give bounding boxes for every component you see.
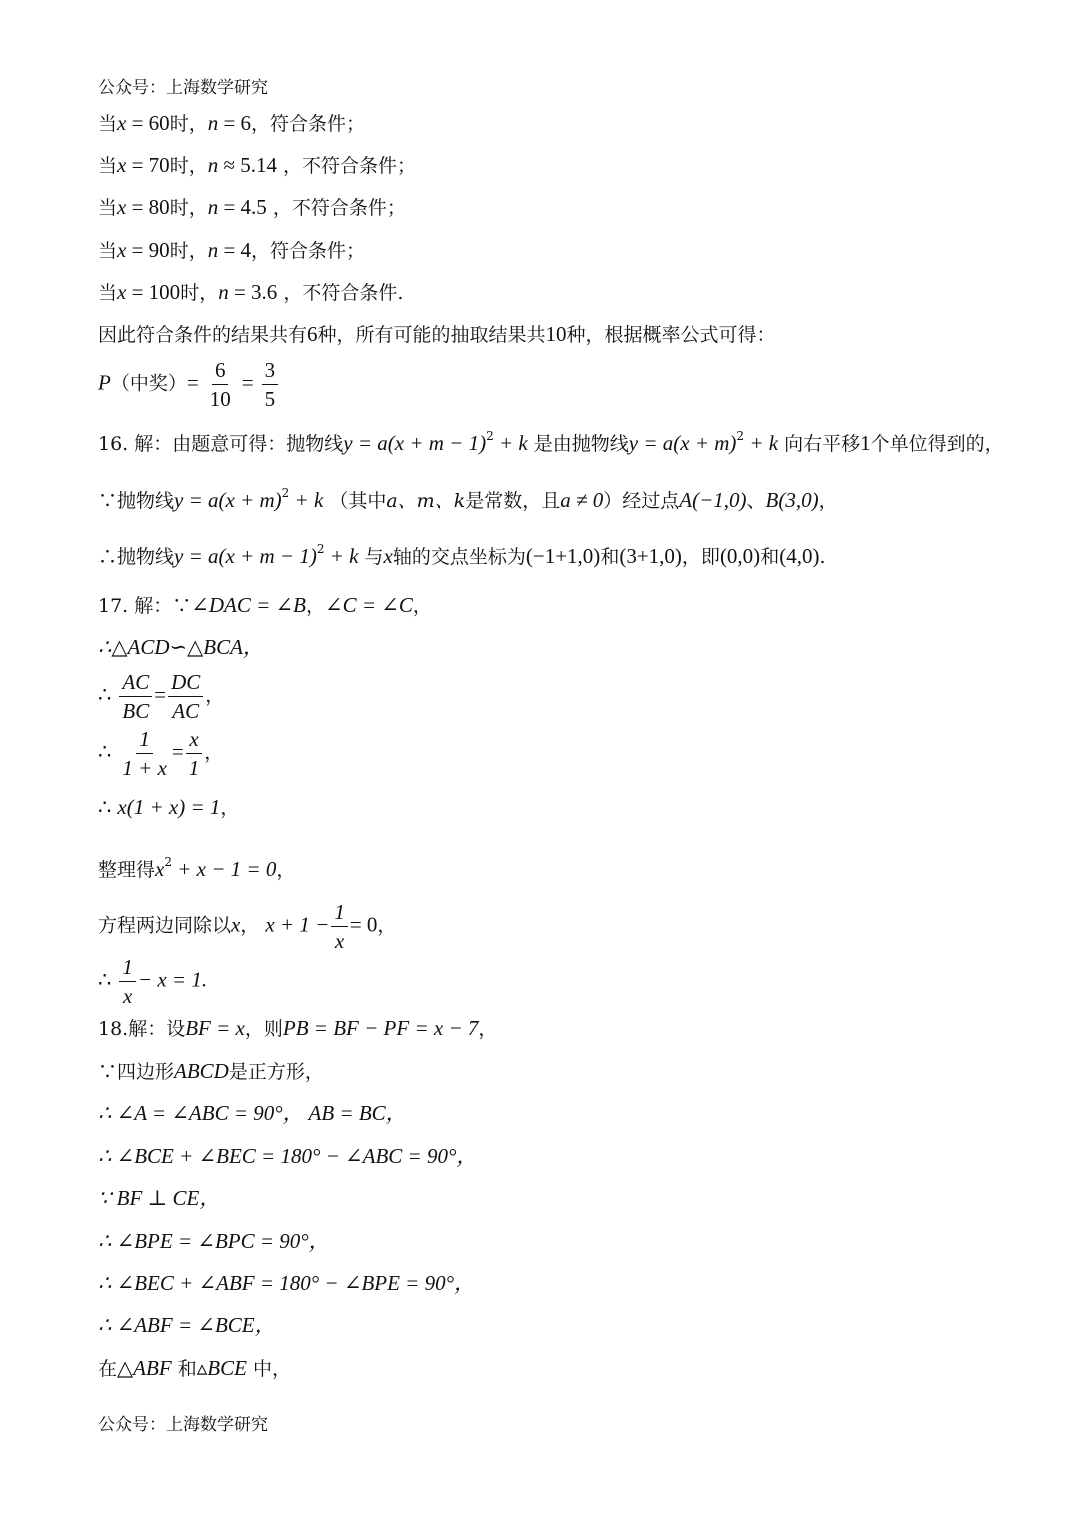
q18-line-6: ∴ ∠BPE = ∠BPC = 90°， — [98, 1229, 330, 1253]
case-line-3: 当x = 80时，n = 4.5 ，不符合条件； — [98, 195, 406, 219]
header-watermark: 公众号：上海数学研究 — [98, 78, 268, 98]
q17-line-5: ∴ x(1 + x) = 1， — [98, 795, 240, 819]
q18-line-7: ∴ ∠BEC + ∠ABF = 180° − ∠BPE = 90°， — [98, 1271, 476, 1295]
probability-formula: P（中奖）= $\frac{6}{10}$ = $\frac{3}{5}$ — [98, 358, 280, 411]
q18-line-3: ∴ ∠A = ∠ABC = 90°， AB = BC， — [98, 1101, 407, 1125]
q18-line-2: ∵四边形ABCD是正方形， — [98, 1059, 324, 1083]
fraction-1-over-x-final: $\frac{1}{x}$ — [119, 955, 136, 1008]
footer-watermark: 公众号：上海数学研究 — [98, 1415, 268, 1435]
q18-line-1: 18.解：设BF = x，则PB = BF − PF = x − 7， — [98, 1016, 498, 1040]
q16-line-2: ∵抛物线$y = a(x + m)^2 + k$ （其中a、m、k是常数，且a ≠ 0）经过点A(−1,0)、B(3,0)， — [98, 486, 838, 512]
fraction-1-over-x: $\frac{1}{x}$ — [331, 900, 348, 953]
case-line-5: 当x = 100时，n = 3.6 ，不符合条件. — [98, 280, 404, 304]
q17-line-1: 17. 解：∵∠DAC = ∠B，∠C = ∠C， — [98, 593, 432, 617]
q18-line-4: ∴ ∠BCE + ∠BEC = 180° − ∠ABC = 90°， — [98, 1144, 478, 1168]
fraction-x-over-1: $\frac{x}{1}$ — [186, 727, 203, 780]
q17-line-3: ∴ $\frac{AC}{BC}$ = $\frac{DC}{AC}$ ， — [98, 670, 225, 724]
fraction-dc-ac: $\frac{DC}{AC}$ — [168, 670, 203, 723]
fraction-ac-bc: $\frac{AC}{BC}$ — [119, 670, 152, 723]
fraction-6-10: $\frac{6}{10}$ — [209, 358, 231, 412]
q16-line-1: 16. 解：由题意可得：抛物线$y = a(x + m - 1)^2 + k$ 是由抛物线$y = a(x + m)^2 + k$ 向右平移1个单位得到的， — [98, 429, 1004, 455]
case-line-2: 当x = 70时，n ≈ 5.14 ，不符合条件； — [98, 153, 417, 177]
q17-line-7: 方程两边同除以x， x + 1 − $\frac{1}{x}$ = 0， — [98, 900, 397, 954]
q17-line-2: ∴△ACD∽△BCA， — [98, 635, 264, 659]
q16-line-3: ∴抛物线$y = a(x + m - 1)^2 + k$ 与x轴的交点坐标为(−1+1,0)和(3+1,0)，即(0,0)和(4,0). — [98, 542, 826, 568]
conclusion-line: 因此符合条件的结果共有6种，所有可能的抽取结果共10种，根据概率公式可得： — [98, 322, 776, 346]
q18-line-8: ∴ ∠ABF = ∠BCE， — [98, 1313, 276, 1337]
case-line-1: 当x = 60时，n = 6，符合条件； — [98, 111, 366, 135]
case-line-4: 当x = 90时，n = 4，符合条件； — [98, 238, 366, 262]
fraction-3-5: $\frac{3}{5}$ — [262, 358, 279, 411]
q18-line-5: ∵ BF ⊥ CE， — [98, 1186, 221, 1210]
q17-line-6: 整理得$x^2 + x - 1 = 0$， — [98, 855, 296, 881]
q17-line-4: ∴ $\frac{1}{1 + x}$ = $\frac{x}{1}$ ， — [98, 727, 224, 781]
q17-line-8: ∴ $\frac{1}{x}$ − x = 1. — [98, 955, 208, 1009]
fraction-1-over-1-plus-x: $\frac{1}{1 + x}$ — [122, 727, 167, 781]
q18-line-9: 在△ABF 和▵BCE 中， — [98, 1356, 291, 1380]
